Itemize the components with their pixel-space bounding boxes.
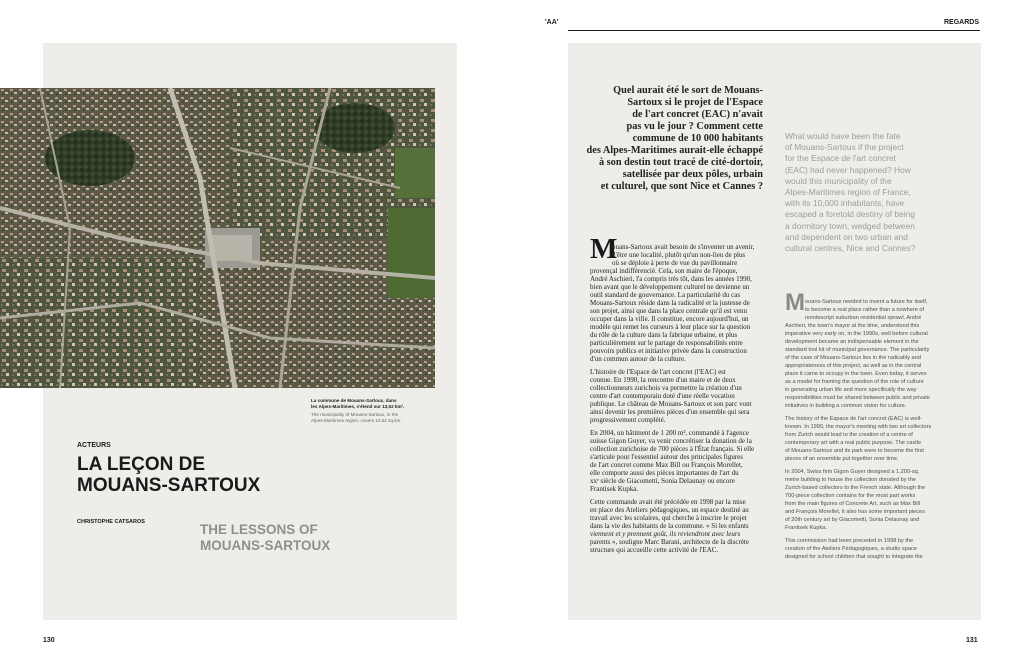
intro-fr [585,85,763,193]
body-fr-line: bien avant que le développement culturel ne devienne un [590,283,750,291]
page-number-right: 131 [966,637,978,644]
body-en-line: known. In 1990, the mayor's meeting with two art collectors [785,424,932,430]
body-en-line: appropriateness of this project, as well as in the central [785,363,922,369]
body-fr-line: ouans-Sartoux avait besoin de s'inventer un avenir, [612,243,755,251]
body-en-line: Zurich-based collectors to the French state. Although the [785,485,926,491]
aerial-view-mouans-sartoux [0,88,435,388]
dropcap-en: M [785,289,805,316]
body-fr-line: d'être une localité, plutôt qu'un non-lieu de plus [612,251,746,259]
intro-en-line: escaped a foretold destiny of being [785,209,915,220]
body-fr-line: son projet, ainsi que dans la place centrale qu'il est venu [590,307,747,315]
intro-fr-line: Sartoux si le projet de l'Espace [627,97,763,108]
intro-fr-line: de l'art concret (EAC) n'avait [632,109,763,120]
intro-en [785,131,965,254]
body-en-line: This commission had been preceded in 1998 by the [785,538,914,544]
intro-fr-line: à son destin tout tracé de cité-dortoir, [598,157,763,168]
body-fr-line: Cette commande avait été précédée en 1998 par la mise [590,498,746,506]
body-en-line: nondescript suburban residential sprawl. André [805,315,922,321]
body-en-line: initiatives in building a common vision for culture. [785,403,907,409]
body-fr-line: collection zurichoise de 700 pièces à l'État français. Si elle [590,445,755,453]
aerial-photo-illustration [0,88,435,388]
body-fr-line: xxᵉ siècle de Giacometti, Sonia Delaunay ou encore [590,477,735,485]
body-en-line: standard tool kit of municipal governance. The particularity [785,347,930,353]
intro-en-line: a dormitory town, wedged between [785,220,915,231]
intro-en-line: of Mouans-Sartoux if the project [785,142,904,153]
body-en-line: responsibilities must be shared between public and private [785,395,930,401]
photo-caption-en [311,412,402,424]
intro-en-line: What would have been the fate [785,131,901,141]
body-en-line: of 20th century art by Giacometti, Sonia Delaunay and [785,517,920,523]
body-fr-line: Frantisek Kupka. [590,485,639,493]
body-fr-line: où se déploie à perte de vue du pavillonnaire [612,259,738,267]
header-mark: 'AA' [545,19,559,26]
article-title [77,454,260,496]
caption-en-line: Alpes-Maritimes region, covers 13.52 sq.km. [311,418,402,423]
intro-en-line: (EAC) had never happened? How [785,164,911,175]
intro-en-line: with its 10,000 inhabitants, have [785,198,905,209]
body-en-line: and François Morellet, it also has some important pieces [785,509,925,515]
body-fr-line: dans la vie des habitants de la commune. « Si les enfants [590,522,749,530]
intro-en-line: and dependent on two urban and [785,231,908,242]
intro-en-line: would this municipality of the [785,175,892,186]
body-fr-line: collectionneurs zurichois va permettre la création d'un [590,384,742,392]
body-fr-line: modèle qui remet les curseurs à leur place sur la question [590,323,751,331]
body-en-line: from the main figures of Concrete Art, such as Max Bill [785,501,920,507]
body-fr-line: publique. Le château de Mouans-Sartoux et son parc vont [590,400,752,408]
body-en-line: 700-piece collection contains for the most part works [785,493,916,499]
header-section: REGARDS [944,19,980,26]
body-en-line: designed for school children that sought to integrate the [785,554,923,560]
intro-en-line: Alpes-Maritimes region of France, [785,187,911,198]
caption-en-line: The municipality of Mouans-Sartoux, in the [311,412,399,417]
article-title-en [200,522,330,554]
body-en-line: ouans-Sartoux needed to invent a future for itself, [805,299,928,305]
body-en-line: as a model for framing the question of the role of culture [785,379,924,385]
dropcap-fr: M [590,233,618,265]
body-fr-line: de l'art concret comme Max Bill ou François Morellet, [590,461,743,469]
body-en-line: Frantisek Kupka. [785,525,827,531]
photo-caption-fr [311,398,404,410]
caption-fr-line: les Alpes-Maritimes, s'étend sur 13,52 km². [311,404,405,409]
body-en-line: to become a real place rather than a nowhere of [805,307,925,313]
body-fr-line: suisse Gigon Guyer, va venir concrétiser la donation de la [590,437,752,445]
body-fr-line: du rôle de la culture dans la fabrique urbaine, et plus [590,331,738,339]
body-fr-line: occuper dans la ville. Il constitue, encore aujourd'hui, un [590,315,749,323]
body-fr-line: en place des Ateliers pédagogiques, un espace destiné au [590,506,749,514]
body-fr-line: provençal indifférencié. Cela, son maire de l'époque, [590,267,738,275]
body-fr-line: ainsi devenir les premières pièces d'un ensemble qui sera [590,408,750,416]
body-en-line: in generating urban life and more specifically the way [785,387,917,393]
article-author: CHRISTOPHE CATSAROS [77,519,145,525]
body-en-line: The history of the Espace de l'art concret (EAC) is well- [785,416,922,422]
body-en-line: from Zurich would lead to the creation of a centre of [785,432,913,438]
intro-fr-line: pas vu le jour ? Comment cette [626,121,763,132]
title-en-line: THE LESSONS OF [200,522,318,537]
intro-fr-line: satellisée par deux pôles, urbain [622,169,763,180]
body-fr-line: structure qui accueille cette activité de l'EAC. [590,546,719,554]
body-fr-line: particulièrement sur le partage de responsabilités entre [590,339,743,347]
body-en-line: development became an indispensable element in the [785,339,919,345]
body-fr [590,238,766,559]
intro-fr-line: commune de 10 000 habitants [632,133,763,144]
body-fr-line: Mouans-Sartoux réside dans la radicalité et la justesse de [590,299,750,307]
intro-fr-line: des Alpes-Maritimes aurait-elle échappé [586,145,763,156]
intro-fr-line: et culturel, que sont Nice et Cannes ? [600,181,763,192]
body-en-line: of the case of Mouans-Sartoux lies in the radicality and [785,355,921,361]
body-fr-line: pouvoirs publics et initiative privée dans la construction [590,347,747,355]
body-fr-line: centre d'art contemporain doté d'une réelle vocation [590,392,735,400]
title-en-line: MOUANS-SARTOUX [200,538,331,553]
body-fr-line: André Aschieri, l'a compris très tôt, dans les années 1990, [590,275,752,283]
intro-fr-line: Quel aurait été le sort de Mouans- [613,85,763,96]
body-fr-line: outil standard de gouvernance. La particularité du cas [590,291,741,299]
intro-en-line: for the Espace de l'art concret [785,153,896,164]
body-fr-line: elle comporte aussi des pièces importantes de l'art du [590,469,739,477]
body-fr-line: L'histoire de l'Espace de l'art concret (l'EAC) est [590,368,726,376]
body-en-line: imperative very early on, in the 1990s, well before cultural [785,331,928,337]
body-en-line: pieces of an ensemble put together over time. [785,456,899,462]
body-en-line: Aschieri, the town's mayor at the time, understood this [785,323,920,329]
body-en [785,289,963,566]
body-en-line: metre building to house the collection donated by the [785,477,916,483]
title-line: MOUANS-SARTOUX [77,475,261,496]
body-fr-line: progressivement complété. [590,416,666,424]
body-fr-line: viennent et y prennent goût, ils reviendront avec leurs [590,530,741,538]
body-en-line: place it came to occupy in the town. Even today, it serves [785,371,927,377]
body-en-line: contemporary art with a real public purpose. The castle [785,440,922,446]
body-fr-line: connue. En 1990, la rencontre d'un maire et de deux [590,376,736,384]
header-rule [568,30,980,31]
body-fr-line: travail avec les scolaires, qui cherche à inscrire le projet [590,514,747,522]
body-en-line: In 2004, Swiss firm Gigon Guyer designed a 1,200-sq. [785,469,920,475]
body-en-line: of Mouans-Sartoux and its park were to become the first [785,448,924,454]
body-en-line: creation of the Ateliers Pédagogiques, a studio space [785,546,917,552]
article-kicker: ACTEURS [77,442,111,449]
body-fr-line: En 2004, un bâtiment de 1 200 m², commandé à l'agence [590,429,749,437]
intro-en-line: cultural centres, Nice and Cannes? [785,243,916,254]
body-fr-line: parents », souligne Marc Barani, architecte de la discrète [590,538,749,546]
title-line: LA LEÇON DE [77,454,206,475]
body-fr-line: s'articule pour l'essentiel autour des principales figures [590,453,743,461]
body-fr-line: d'un commun autour de la culture. [590,355,686,363]
caption-fr-line: La commune de Mouans-Sartoux, dans [311,398,397,403]
page-number-left: 130 [43,637,55,644]
